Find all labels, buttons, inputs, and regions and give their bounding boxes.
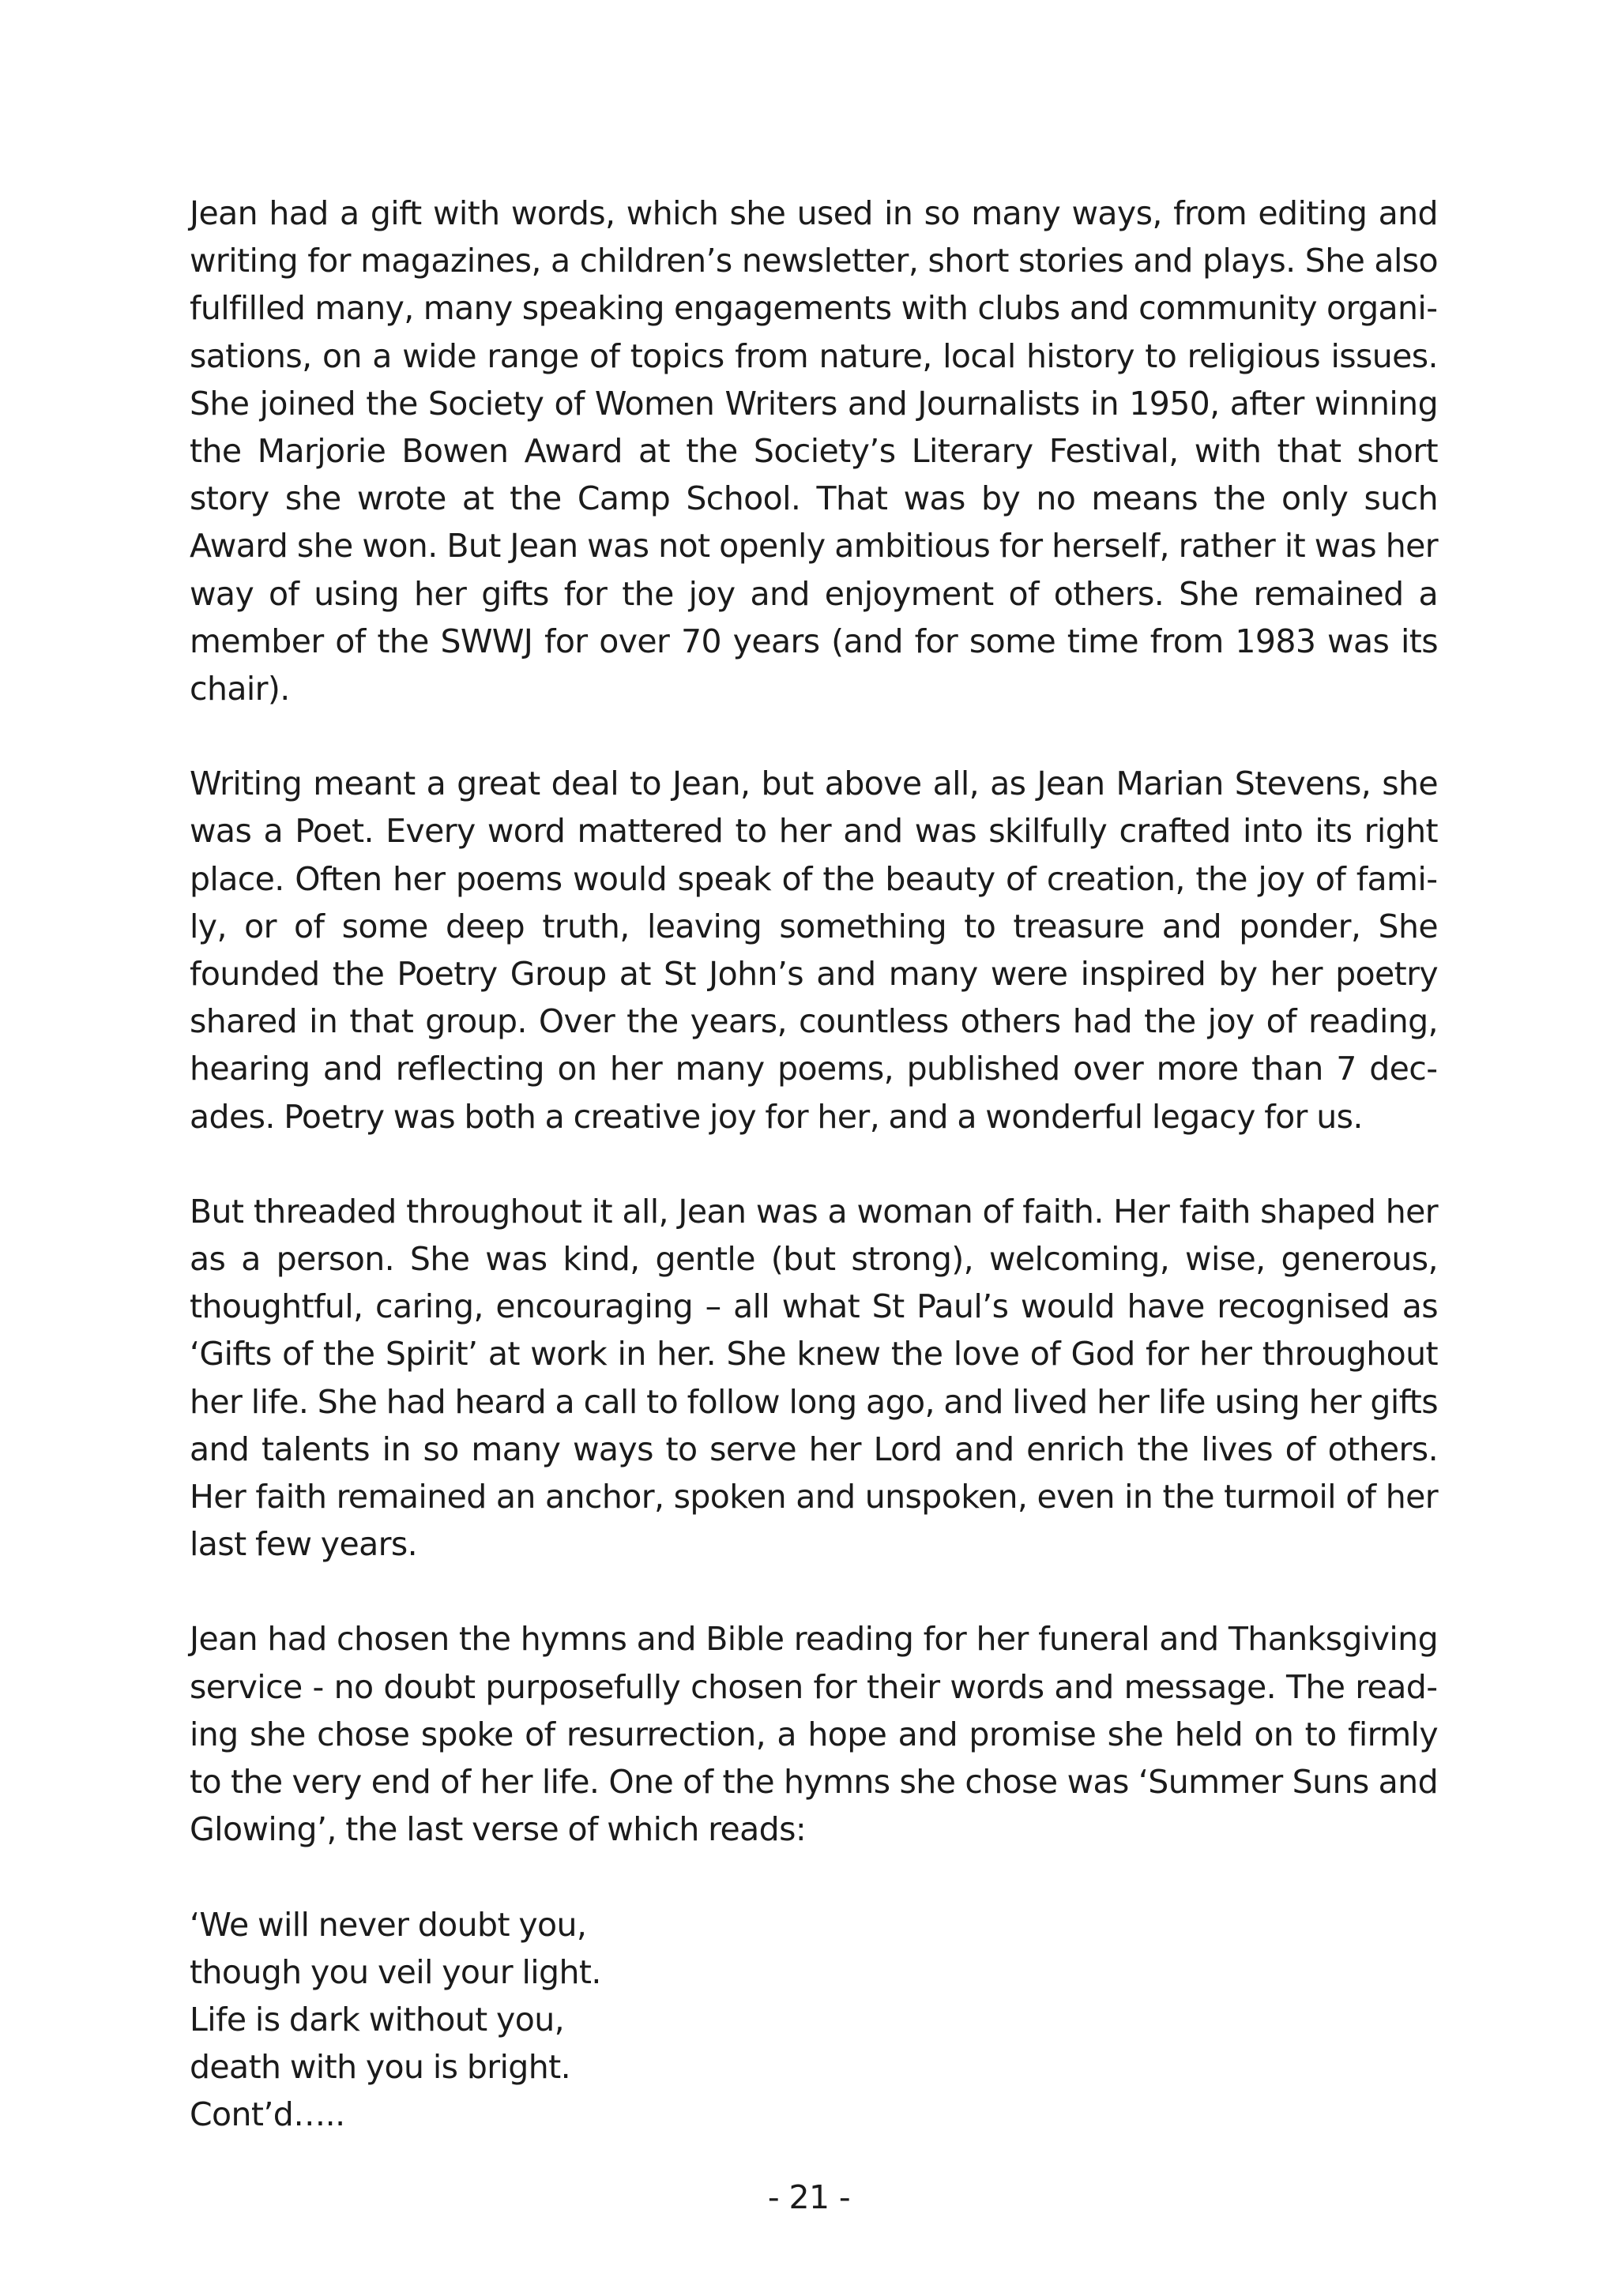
paragraph-funeral-hymns: Jean had chosen the hymns and Bible reading for her funeral and Thanksgiving service - no doubt purposefully chosen for their words and message. The reading she chose spoke of resurrection, a hope and promise she held on to firmly to the very end of her life. One of the hymns she chose was ‘Summer Suns and Glowing’, the last verse of which reads: — [190, 1620, 1438, 1849]
continued-note: Cont’d….. — [190, 2095, 345, 2134]
verse-line: ‘We will never doubt you, — [190, 1905, 587, 1944]
verse-line: Life is dark without you, — [190, 2000, 565, 2039]
page-number: - 21 - — [767, 2178, 851, 2216]
paragraph-writing-career: Jean had a gift with words, which she used in so many ways, from editing and writing for magazines, a children’s newsletter, short stories and plays. She also fulfilled many, many speaking engagements with clubs and community organisations, on a wide range of topics from nature, local history to religious issues. She joined the Society of Women Writers and Journalists in 1950, after winning the Marjorie Bowen Award at the Society’s Literary Festival, with that short story she wrote at the Camp School. That was by no means the only such Award she won. But Jean was not openly ambitious for herself, rather it was her way of using her gifts for the joy and enjoyment of others. She remained a member of the SWWJ for over 70 years (and for some time from 1983 was its chair). — [190, 194, 1438, 708]
hymn-verse — [190, 1901, 1438, 2139]
body-text — [190, 190, 1438, 2139]
paragraph-faith: But threaded throughout it all, Jean was a woman of faith. Her faith shaped her as a person. She was kind, gentle (but strong), welcoming, wise, generous, thoughtful, caring, encouraging – all what St Paul’s would have recognised as ‘Gifts of the Spirit’ at work in her. She knew the love of God for her throughout her life. She had heard a call to follow long ago, and lived her life using her gifts and talents in so many ways to serve her Lord and enrich the lives of others. Her faith remained an anchor, spoken and unspoken, even in the turmoil of her last few years. — [190, 1192, 1438, 1564]
paragraph-poetry: Writing meant a great deal to Jean, but above all, as Jean Marian Stevens, she was a Poet. Every word mattered to her and was skilfully crafted into its right place. Often her poems would speak of the beauty of creation, the joy of family, or of some deep truth, leaving something to treasure and ponder, She founded the Poetry Group at St John’s and many were inspired by her poetry shared in that group. Over the years, countless others had the joy of reading, hearing and reflecting on her many poems, published over more than 7 decades. Poetry was both a creative joy for her, and a wonderful legacy for us. — [190, 765, 1438, 1136]
verse-line: death with you is bright. — [190, 2048, 571, 2087]
verse-line: though you veil your light. — [190, 1952, 601, 1991]
